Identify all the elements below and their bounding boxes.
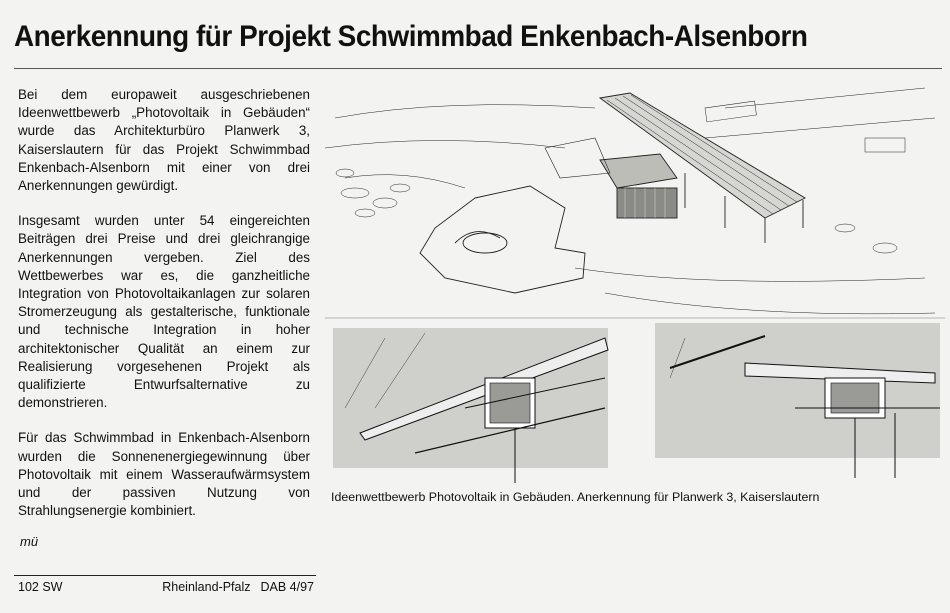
- page-number: 102 SW: [18, 580, 63, 594]
- paragraph-3: Für das Schwimmbad in Enkenbach-Alsenborn wurden die Sonnenenergiegewinnung über Photovoltaik mit einem Wasseraufwärmsystem und der passiven Nutzung von Strahlungsenergie kombiniert.: [18, 430, 310, 519]
- detail-section-right: [655, 323, 940, 478]
- architectural-drawing: [325, 78, 945, 488]
- detail-section-left: [333, 328, 608, 483]
- footer-region: Rheinland-Pfalz: [162, 580, 251, 594]
- footer-issue: DAB 4/97: [260, 580, 314, 594]
- paragraph-1: Bei dem europaweit ausgeschriebenen Ideenwettbewerb „Photovoltaik in Gebäuden“ wurde das Architekturbüro Planwerk 3, Kaiserslautern für das Projekt Schwimmbad Enkenbach-Alsenborn mit einer von drei Anerkennungen gewürdigt.: [18, 87, 310, 194]
- author-initials: mü: [20, 534, 39, 549]
- page-footer: [18, 580, 314, 594]
- article-body: [18, 86, 310, 537]
- headline-rule: [14, 68, 942, 69]
- paragraph-2: Insgesamt wurden unter 54 eingereichten Beiträgen drei Preise und drei gleichrangige Anerkennungen vergeben. Ziel des Wettbewerbes war es, die ganzheitliche Integration von Photovoltaikanlagen zur solaren Stromerzeugung als gestalterische, funktionale und technische Integration in hoher architektonischer Qualität an einem zur Realisierung vorgesehenen Projekt als qualifizierte Entwurfsalternative zu demonstrieren.: [18, 213, 310, 411]
- site-plan-perspective: [325, 88, 945, 318]
- footer-rule: [14, 575, 316, 576]
- figure-caption: Ideenwettbewerb Photovoltaik in Gebäuden. Anerkennung für Planwerk 3, Kaiserslautern: [331, 490, 820, 504]
- headline: Anerkennung für Projekt Schwimmbad Enkenbach-Alsenborn: [14, 20, 808, 53]
